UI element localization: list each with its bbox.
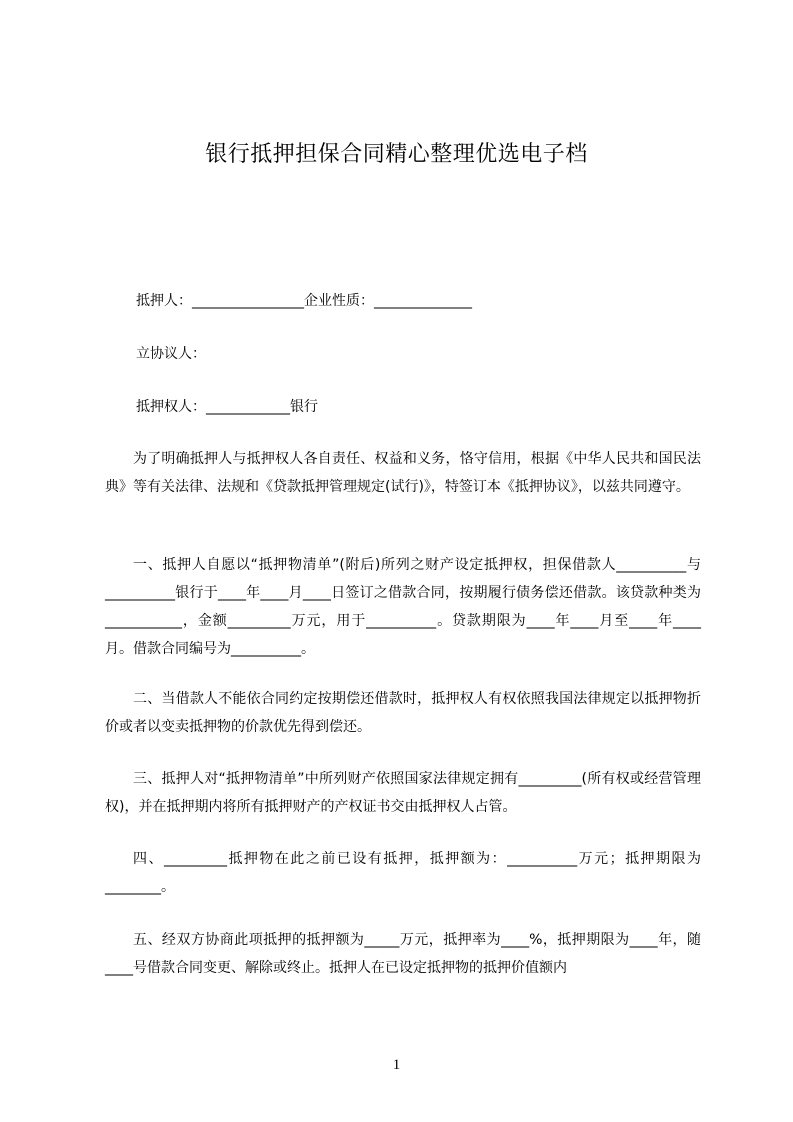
clause-4-paragraph: 四、_________抵押物在此之前已设有抵押，抵押额为：__________万元；抵押期限为________。: [105, 851, 701, 895]
mortgagor-field-line: 抵押人：________________企业性质：______________: [136, 293, 472, 309]
preamble-paragraph: 为了明确抵押人与抵押权人各自责任、权益和义务，恪守信用，根据《中华人民共和国民法典》等有关法律、法规和《贷款抵押管理规定(试行)》，特签订本《抵押协议》，以兹共同遵守。: [105, 451, 701, 495]
document-title: 银行抵押担保合同精心整理优选电子档: [205, 142, 588, 167]
clause-3-paragraph: 三、抵押人对“抵押物清单”中所列财产依照国家法律规定拥有_________(所有权或经营管理权)，并在抵押期内将所有抵押财产的产权证书交由抵押权人占管。: [105, 771, 701, 815]
agreement-party-field-line: 立协议人：: [136, 346, 206, 362]
mortgagee-field-line: 抵押权人：____________银行: [136, 399, 318, 415]
clause-1-paragraph: 一、抵押人自愿以“抵押物清单”(附后)所列之财产设定抵押权，担保借款人__________与__________银行于____年____月____日签订之借款合同，按期履行债务偿还借款。该贷款种类为___________，金额_________万元，用于__________。贷款期限为____年____月至____年____月。借款合同编号为__________。: [105, 557, 701, 657]
page-number: 1: [392, 1057, 401, 1073]
clause-2-paragraph: 二、当借款人不能依合同约定按期偿还借款时，抵押权人有权依照我国法律规定以抵押物折价或者以变卖抵押物的价款优先得到偿还。: [105, 691, 701, 735]
clause-5-paragraph: 五、经双方协商此项抵押的抵押额为_____万元，抵押率为____%，抵押期限为____年，随____号借款合同变更、解除或终止。抵押人在已设定抵押物的抵押价值额内: [105, 932, 701, 976]
